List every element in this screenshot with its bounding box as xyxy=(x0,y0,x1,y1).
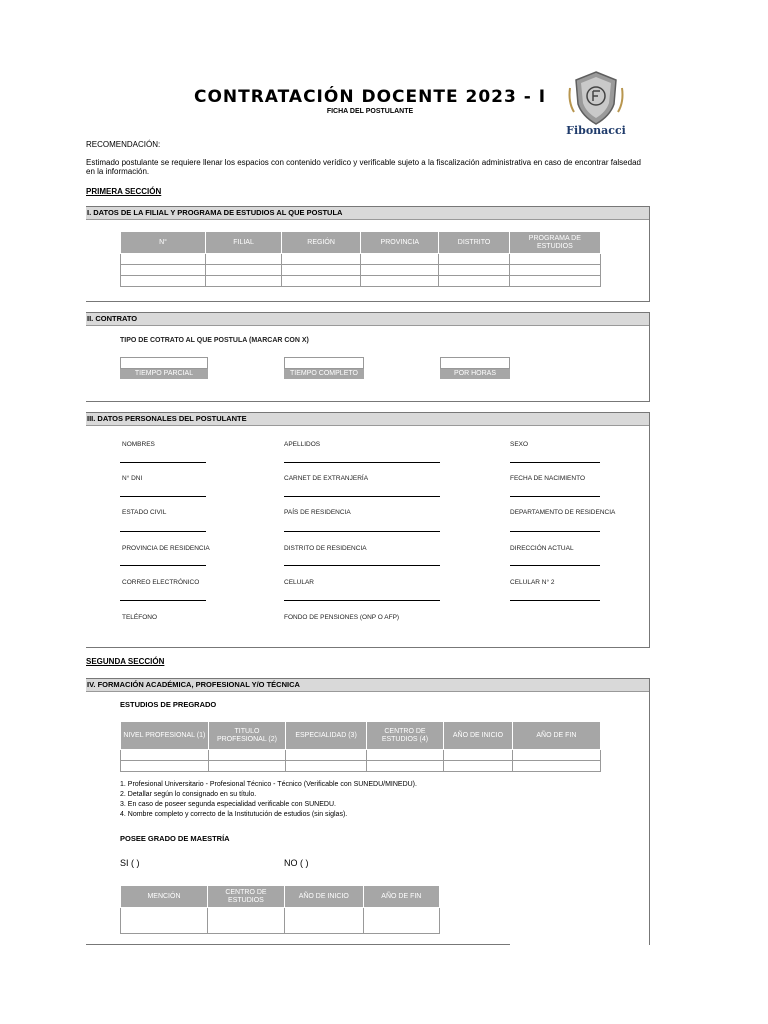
col-centro-estudios-maestria: CENTRO DE ESTUDIOS xyxy=(207,886,284,908)
field-celular-input[interactable] xyxy=(284,600,440,601)
document-title: CONTRATACIÓN DOCENTE 2023 - I xyxy=(193,87,547,107)
field-dni-input[interactable] xyxy=(120,496,206,497)
table-row[interactable] xyxy=(121,265,601,276)
pregrado-table xyxy=(120,721,601,772)
field-provincia-input[interactable] xyxy=(120,565,206,566)
document-subtitle: FICHA DEL POSTULANTE xyxy=(326,108,414,115)
maestria-table xyxy=(120,885,440,934)
table-row[interactable] xyxy=(121,276,601,287)
note-2: 2. Detallar según lo consignado en su título. xyxy=(120,791,257,798)
maestria-label: POSEE GRADO DE MAESTRÍA xyxy=(120,834,230,843)
field-departamento-input[interactable] xyxy=(510,531,600,532)
field-dni-label: N° DNI xyxy=(122,475,143,482)
field-correo-label: CORREO ELECTRÓNICO xyxy=(122,579,200,586)
note-3: 3. En caso de poseer segunda especialidad verificable con SUNEDU. xyxy=(120,801,336,808)
table-row[interactable] xyxy=(121,908,440,934)
col-programa: PROGRAMA DE ESTUDIOS xyxy=(509,232,600,254)
section-ii-title: II. CONTRATO xyxy=(86,313,649,326)
notes-list xyxy=(120,780,600,820)
field-celular2-label: CELULAR N° 2 xyxy=(510,579,555,586)
field-direccion-input[interactable] xyxy=(510,565,600,566)
field-correo-input[interactable] xyxy=(120,600,206,601)
field-carnet-input[interactable] xyxy=(284,496,440,497)
label-por-horas: POR HORAS xyxy=(440,369,510,379)
field-estado-civil-label: ESTADO CIVIL xyxy=(122,509,167,516)
field-departamento-label: DEPARTAMENTO DE RESIDENCIA xyxy=(510,509,616,516)
col-numero: N° xyxy=(121,232,206,254)
field-pais-label: PAÍS DE RESIDENCIA xyxy=(284,509,351,516)
col-provincia: PROVINCIA xyxy=(361,232,439,254)
field-sexo-label: SEXO xyxy=(510,441,529,448)
checkbox-tiempo-completo[interactable] xyxy=(284,357,364,369)
field-fecha-nac-input[interactable] xyxy=(510,496,600,497)
section-iii-box xyxy=(86,412,650,648)
maestria-no-option[interactable]: NO ( ) xyxy=(284,858,309,868)
checkbox-por-horas[interactable] xyxy=(440,357,510,369)
maestria-si-option[interactable]: SI ( ) xyxy=(120,858,140,868)
fibonacci-logo xyxy=(560,68,632,140)
recommendation-label: RECOMENDACIÓN: xyxy=(86,140,161,149)
col-distrito: DISTRITO xyxy=(439,232,509,254)
segunda-seccion-label: SEGUNDA SECCIÓN xyxy=(86,657,165,666)
field-direccion-label: DIRECCIÓN ACTUAL xyxy=(510,545,574,552)
label-tiempo-parcial: TIEMPO PARCIAL xyxy=(120,369,208,379)
primera-seccion-label: PRIMERA SECCIÓN xyxy=(86,187,162,196)
section-iv-title: IV. FORMACIÓN ACADÉMICA, PROFESIONAL Y/O TÉCNICA xyxy=(86,679,649,692)
option-por-horas[interactable] xyxy=(440,357,510,379)
filial-table xyxy=(120,231,601,287)
col-centro-estudios: CENTRO DE ESTUDIOS (4) xyxy=(366,722,443,750)
note-4: 4. Nombre completo y correcto de la Institutución de estudios (sin siglas). xyxy=(120,811,348,818)
recommendation-text: Estimado postulante se requiere llenar los espacios con contenido verídico y verificable sujeto a la fiscalización administrativa en caso de encontrar falsedad en la información. xyxy=(86,158,641,176)
note-1: 1. Profesional Universitario - Profesional Técnico - Técnico (Verificable con SUNEDU/MINEDU). xyxy=(120,781,417,788)
col-anio-fin: AÑO DE FIN xyxy=(512,722,600,750)
checkbox-tiempo-parcial[interactable] xyxy=(120,357,208,369)
field-celular-label: CELULAR xyxy=(284,579,314,586)
section-iii-title: III. DATOS PERSONALES DEL POSTULANTE xyxy=(86,413,649,426)
logo-text: Fibonacci xyxy=(566,124,626,137)
field-fecha-nac-label: FECHA DE NACIMIENTO xyxy=(510,475,586,482)
field-apellidos-label: APELLIDOS xyxy=(284,441,321,448)
field-distrito-input[interactable] xyxy=(284,565,440,566)
field-pais-input[interactable] xyxy=(284,531,440,532)
contract-question: TIPO DE COTRATO AL QUE POSTULA (MARCAR CON X) xyxy=(120,337,309,344)
col-nivel-profesional: NIVEL PROFESIONAL (1) xyxy=(121,722,209,750)
col-mencion: MENCIÓN xyxy=(121,886,208,908)
field-carnet-label: CARNET DE EXTRANJERÍA xyxy=(284,475,369,482)
field-provincia-label: PROVINCIA DE RESIDENCIA xyxy=(122,545,210,552)
section-iv-bottom-border xyxy=(86,944,510,945)
field-sexo-input[interactable] xyxy=(510,462,600,463)
col-anio-fin-maestria: AÑO DE FIN xyxy=(363,886,439,908)
field-nombres-label: NOMBRES xyxy=(122,441,155,448)
col-titulo-profesional: TITULO PROFESIONAL (2) xyxy=(208,722,286,750)
option-tiempo-parcial[interactable] xyxy=(120,357,208,379)
col-anio-inicio-maestria: AÑO DE INICIO xyxy=(284,886,363,908)
field-apellidos-input[interactable] xyxy=(284,462,440,463)
col-especialidad: ESPECIALIDAD (3) xyxy=(286,722,367,750)
col-filial: FILIAL xyxy=(206,232,282,254)
col-region: REGIÓN xyxy=(282,232,361,254)
table-row[interactable] xyxy=(121,761,601,772)
field-distrito-label: DISTRITO DE RESIDENCIA xyxy=(284,545,367,552)
pregrado-label: ESTUDIOS DE PREGRADO xyxy=(120,700,217,709)
field-celular2-input[interactable] xyxy=(510,600,600,601)
table-row[interactable] xyxy=(121,750,601,761)
section-i-title: I. DATOS DE LA FILIAL Y PROGRAMA DE ESTUDIOS AL QUE POSTULA xyxy=(86,207,649,220)
label-tiempo-completo: TIEMPO COMPLETO xyxy=(284,369,364,379)
field-estado-civil-input[interactable] xyxy=(120,531,206,532)
col-anio-inicio: AÑO DE INICIO xyxy=(444,722,513,750)
table-row[interactable] xyxy=(121,254,601,265)
field-nombres-input[interactable] xyxy=(120,462,206,463)
option-tiempo-completo[interactable] xyxy=(284,357,364,379)
field-telefono-label: TELÉFONO xyxy=(122,614,158,621)
field-fondo-pensiones-label: FONDO DE PENSIONES (ONP O AFP) xyxy=(284,614,400,621)
